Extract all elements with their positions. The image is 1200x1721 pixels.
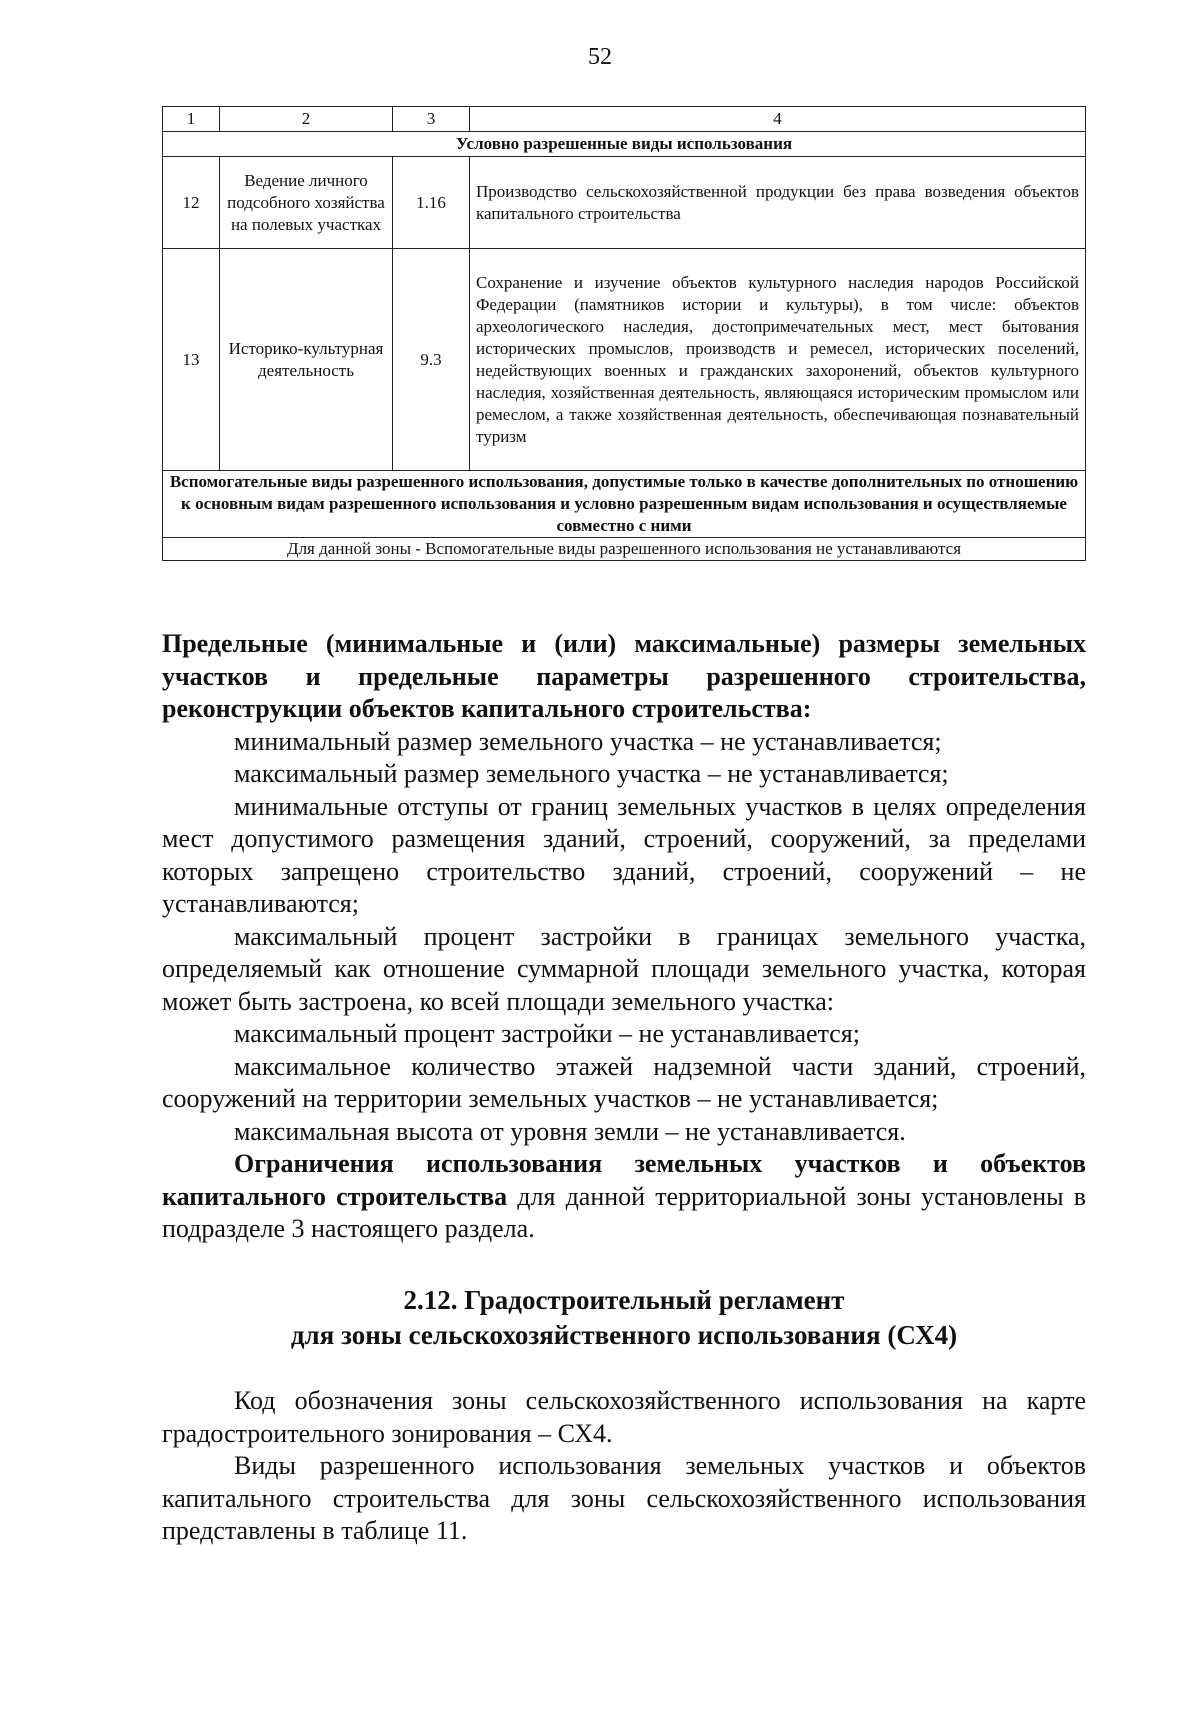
row-name: Историко-культурная деятельность	[220, 249, 393, 471]
limits-item: максимальный процент застройки в границах земельного участка, определяемый как отношение суммарной площади земельного участка, которая может быть застроена, ко всей площади земельного участка:	[162, 921, 1086, 1016]
limits-item: максимальный процент застройки – не устанавливается;	[234, 1019, 860, 1048]
row-description: Сохранение и изучение объектов культурного наследия народов Российской Федерации (памятников истории и культуры), в том числе: объектов археологического наследия, достопримечательных мест, мест бытования исторических промыслов, производств и ремесел, исторических поселений, недействующих военных и гражданских захоронений, объектов культурного наследия, хозяйственная деятельность, являющаяся историческим промыслом или ремеслом, а также хозяйственная деятельность, обеспечивающая познавательный туризм	[470, 249, 1086, 471]
section-auxiliary-label: Вспомогательные виды разрешенного использования, допустимые только в качестве дополнительных по отношению к основным видам разрешенного использования и условно разрешенным видам использования и осуществляемые совместно с ними	[163, 471, 1086, 538]
restrictions-bold: Ограничения использования земельных участков и объектов капитального строительства	[162, 1149, 1086, 1211]
section-title-line: 2.12. Градостроительный регламент	[403, 1285, 845, 1315]
section-title-line: для зоны сельскохозяйственного использования (СХ4)	[290, 1320, 958, 1350]
restrictions-paragraph	[162, 1148, 1086, 1246]
table-note-row	[163, 538, 1086, 561]
row-number: 12	[163, 157, 220, 249]
row-code: 1.16	[393, 157, 470, 249]
table-header-cell: 2	[220, 107, 393, 132]
section-intro	[162, 1385, 1086, 1548]
table-section-row	[163, 132, 1086, 157]
table-header-row	[163, 107, 1086, 132]
limits-item: максимальный размер земельного участка – не устанавливается;	[234, 759, 949, 788]
table-row	[163, 249, 1086, 471]
land-use-table	[162, 106, 1086, 561]
limits-item: максимальное количество этажей надземной части зданий, строений, сооружений на территории земельных участков – не устанавливается;	[162, 1051, 1086, 1113]
table-header-cell: 3	[393, 107, 470, 132]
section-title	[162, 1283, 1086, 1353]
section-paragraph: Код обозначения зоны сельскохозяйственного использования на карте градостроительного зонирования – СХ4.	[162, 1386, 1086, 1448]
row-description: Производство сельскохозяйственной продукции без права возведения объектов капитального строительства	[470, 157, 1086, 249]
section-conditional-label: Условно разрешенные виды использования	[163, 132, 1086, 157]
limits-item: минимальные отступы от границ земельных участков в целях определения мест допустимого размещения зданий, строений, сооружений, за пределами которых запрещено строительство зданий, строений, сооружений – не устанавливаются;	[162, 791, 1086, 918]
restrictions-rest: для данной территориальной зоны установлены в подразделе 3 настоящего раздела.	[162, 1181, 1086, 1243]
table-header-cell: 1	[163, 107, 220, 132]
row-number: 13	[163, 249, 220, 471]
row-code: 9.3	[393, 249, 470, 471]
limits-block	[162, 628, 1086, 1246]
page-number: 52	[588, 44, 612, 70]
limits-item: максимальная высота от уровня земли – не устанавливается.	[234, 1116, 906, 1146]
table-row	[163, 157, 1086, 249]
table-section-row	[163, 471, 1086, 538]
auxiliary-note: Для данной зоны - Вспомогательные виды разрешенного использования не устанавливаются	[163, 538, 1086, 561]
limits-heading: Предельные (минимальные и (или) максимальные) размеры земельных участков и предельные параметры разрешенного строительства, реконструкции объектов капитального строительства:	[162, 629, 1086, 723]
section-paragraph: Виды разрешенного использования земельных участков и объектов капитального строительства для зоны сельскохозяйственного использования представлены в таблице 11.	[162, 1451, 1086, 1545]
table-header-cell: 4	[470, 107, 1086, 132]
limits-item: минимальный размер земельного участка – не устанавливается;	[234, 726, 942, 756]
row-name: Ведение личного подсобного хозяйства на полевых участках	[220, 157, 393, 249]
